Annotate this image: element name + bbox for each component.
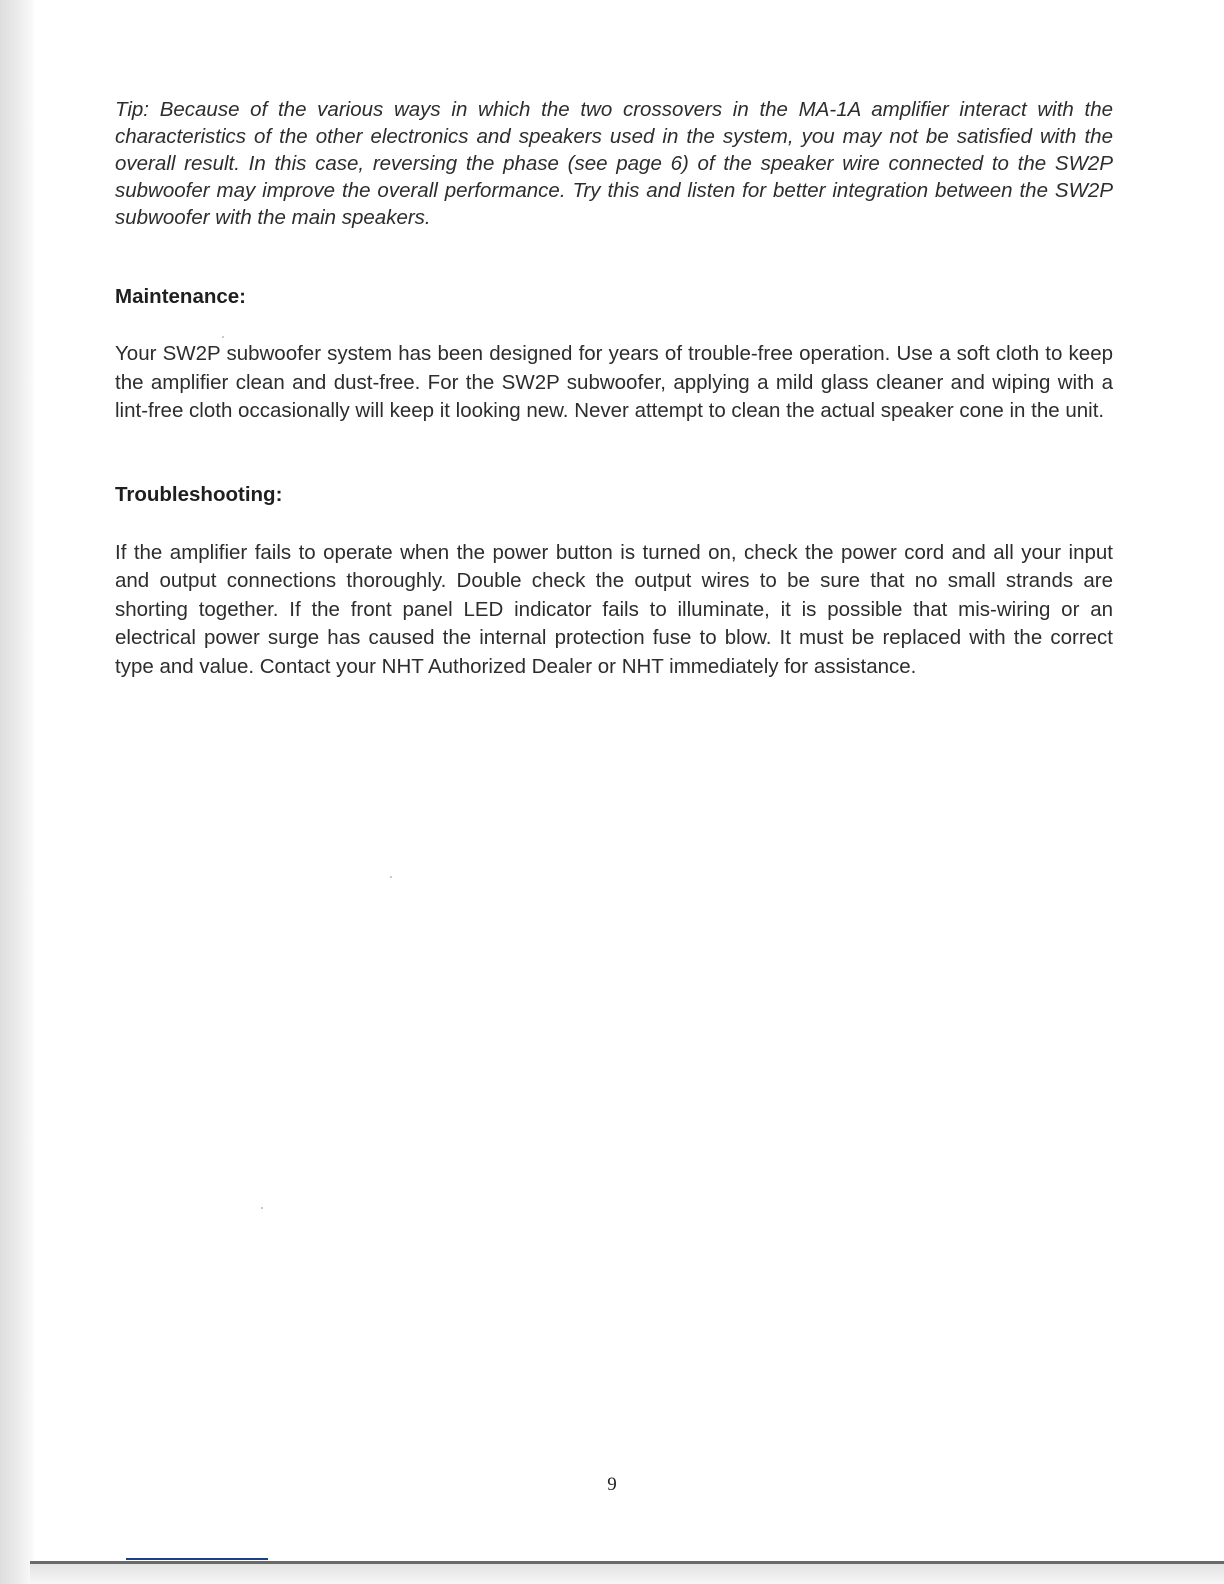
troubleshooting-paragraph: If the amplifier fails to operate when the power button is turned on, check the power cord and all your input and output connections thoroughly. Double check the output wires to be sure that no small strands are shorting together. If the front panel LED indicator fails to illuminate, it is possible that mis-wiring or an electrical power surge has caused the internal protection fuse to blow. It must be replaced with the correct type and value. Contact your NHT Authorized Dealer or NHT immediately for assistance. bbox=[115, 540, 1113, 678]
scan-speck bbox=[222, 336, 224, 338]
page-number: 9 bbox=[607, 1474, 617, 1495]
scan-speck bbox=[390, 876, 392, 878]
maintenance-paragraph: Your SW2P subwoofer system has been designed for years of trouble-free operation. Use a soft cloth to keep the amplifier clean and dust-free. For the SW2P subwoofer, applying a mild glass cleaner and wiping with a lint-free cloth occasionally will keep it looking new. Never attempt to clean the actual speaker cone in the unit. bbox=[115, 342, 1113, 422]
page-content bbox=[115, 96, 1113, 681]
scan-bottom-shadow bbox=[30, 1564, 1224, 1584]
scan-speck bbox=[261, 1207, 263, 1209]
maintenance-heading: Maintenance: bbox=[115, 285, 246, 308]
tip-paragraph: Tip: Because of the various ways in which the two crossovers in the MA-1A amplifier interact with the characteristics of the other electronics and speakers used in the system, you may not be satisfied with the overall result. In this case, reversing the phase (see page 6) of the speaker wire connected to the SW2P subwoofer may improve the overall performance. Try this and listen for better integration between the SW2P subwoofer with the main speakers. bbox=[115, 98, 1113, 229]
troubleshooting-heading: Troubleshooting: bbox=[115, 482, 283, 506]
scan-left-shadow bbox=[0, 0, 34, 1584]
scan-bottom-mark bbox=[126, 1558, 268, 1560]
